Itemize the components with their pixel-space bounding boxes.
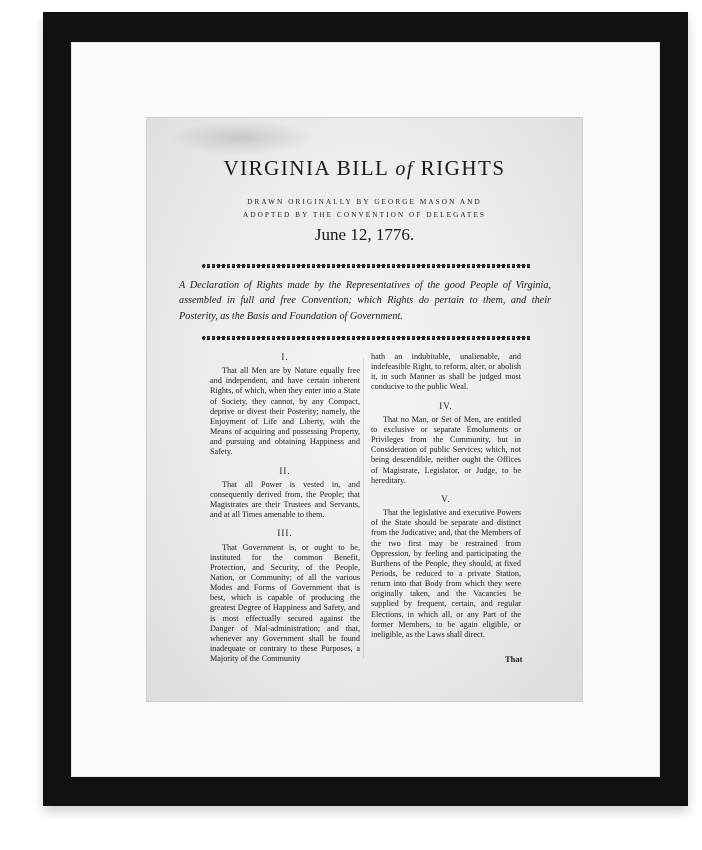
section-numeral: V. xyxy=(441,493,451,504)
section-numeral: II. xyxy=(279,465,291,476)
title-main: VIRGINIA BILL xyxy=(223,156,389,180)
title-of: of xyxy=(395,158,414,180)
catchword: That xyxy=(505,654,523,664)
subtitle-line-2: ADOPTED BY THE CONVENTION OF DELEGATES xyxy=(243,211,486,219)
section-text: That no Man, or Set of Men, are entitled to exclusive or separate Emoluments or Privileges from the Community, but in Consideration of public Services; which, not being descendible, neither ought the Offices of Magistrate, Legislator, or Judge, to be hereditary. xyxy=(371,414,521,485)
document-title xyxy=(147,156,582,181)
paper-stain xyxy=(167,120,317,155)
section-text: That all Men are by Nature equally free and independent, and have certain inherent Rights, of which, when they enter into a State of Society, they cannot, by any Compact, deprive or divest their Posterity; namely, the Enjoyment of Life and Liberty, with the Means of acquiring and possessing Property, and pursuing and obtaining Happiness and Safety. xyxy=(210,366,360,457)
text-column-left xyxy=(210,352,360,672)
declaration-preamble: A Declaration of Rights made by the Representatives of the good People of Virginia, assembled in full and free Convention; which Rights do pertain to them, and their Posterity, as the Basis and Foundation of Government. xyxy=(179,280,551,322)
column-gutter xyxy=(363,358,364,658)
document-date: June 12, 1776. xyxy=(314,225,415,244)
section-text: That the legislative and executive Powers of the State should be separate and distinct from the Judicative; and, that the Members of the two first may be restrained from Oppression, by feeling and participating the Burthens of the People, they should, at fixed Periods, be reduced to a private Station, return into that Body from which they were originally taken, and the Vacancies be supplied by frequent, certain, and regular Elections, in which all, or any Part of the former Members, to be again eligible, or ineligible, as the Laws shall direct. xyxy=(371,508,521,639)
ornamental-rule-bottom xyxy=(202,336,532,340)
section-numeral: I. xyxy=(281,352,289,362)
document-page xyxy=(147,118,582,701)
subtitle-line-1: DRAWN ORIGINALLY BY GEORGE MASON AND xyxy=(247,198,482,206)
text-column-right xyxy=(371,352,521,648)
section-text: That all Power is vested in, and consequently derived from, the People; that Magistrates are their Trustees and Servants, and at all Times amenable to them. xyxy=(210,479,360,520)
title-end: RIGHTS xyxy=(420,156,506,180)
section-numeral: IV. xyxy=(439,400,453,411)
ornamental-rule-top xyxy=(202,264,532,268)
section-numeral: III. xyxy=(277,528,293,539)
section-text: That Government is, or ought to be, instituted for the common Benefit, Protection, and Security, of the People, Nation, or Community; of all the various Modes and Forms of Government that is best, which is capable of producing the greatest Degree of Happiness and Safety, and is most effectually secured against the Danger of Mal-administration; and that, whenever any Government shall be found inadequate or contrary to these Purposes, a Majority of the Community xyxy=(210,542,360,664)
section-text-continued: hath an indubitable, unalienable, and indefeasible Right, to reform, alter, or abolish it, in such Manner as shall be judged most conducive to the public Weal. xyxy=(371,352,521,392)
